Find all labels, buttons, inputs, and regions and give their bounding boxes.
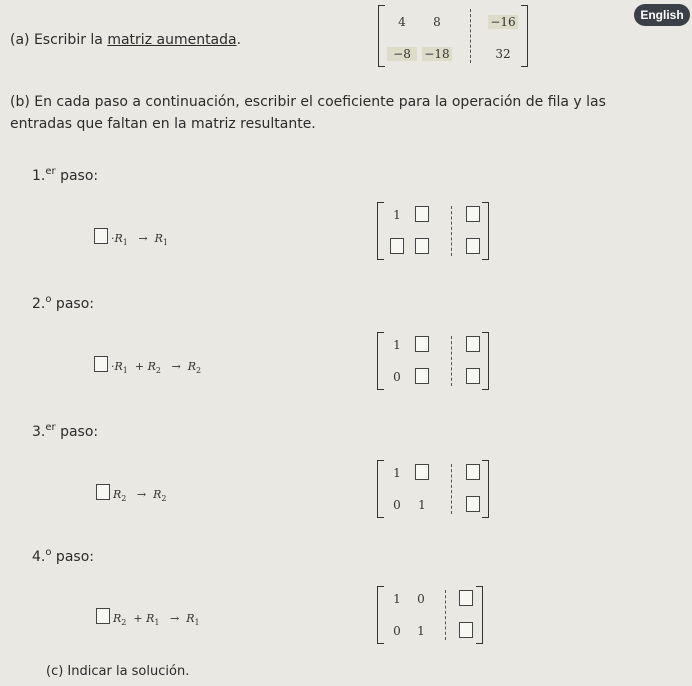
augment-divider (470, 9, 471, 63)
step-2-label: 2.$^o$ paso: (32, 294, 94, 312)
matrix-input-r1c3[interactable] (466, 464, 480, 480)
right-bracket (521, 5, 528, 67)
matrix-input-r1c2[interactable] (415, 464, 429, 480)
matrix-input-r1c3[interactable] (459, 590, 473, 606)
augmented-matrix (378, 5, 528, 67)
matrix-cell-r2c2[interactable]: −18 (422, 47, 452, 61)
step-4-label: 4.$^o$ paso: (32, 547, 94, 565)
matrix-cell-r1c2: 0 (417, 592, 425, 606)
matrix-cell-r2c2: 1 (417, 624, 425, 638)
matrix-cell-r2c2: 1 (418, 498, 426, 512)
matrix-input-r2c3[interactable] (459, 622, 473, 638)
matrix-cell-r1c1: 1 (393, 208, 401, 222)
augment-divider (445, 590, 446, 640)
matrix-cell-r2c1: 0 (393, 370, 401, 384)
coefficient-input[interactable] (94, 228, 108, 244)
part-c-label: (c) Indicar la solución. (46, 664, 190, 679)
matrix-cell-r2c1[interactable]: −8 (387, 47, 417, 61)
matrix-cell-r2c1: 0 (393, 624, 401, 638)
matrix-cell-r2c1: 0 (393, 498, 401, 512)
matrix-cell-r2c3[interactable]: 32 (495, 47, 511, 61)
arrow-icon: → (170, 612, 180, 625)
matrix-cell-r1c3[interactable]: −16 (488, 15, 518, 29)
arrow-icon: → (171, 360, 181, 373)
step-2-matrix (377, 332, 489, 390)
step-ordinal: er (45, 166, 56, 177)
matrix-cell-r1c1: 1 (393, 338, 401, 352)
arrow-icon: → (138, 232, 148, 245)
matrix-input-r2c2[interactable] (415, 368, 429, 384)
matrix-cell-r1c1: 4 (398, 15, 406, 29)
coefficient-input[interactable] (96, 484, 110, 500)
step-4-matrix (377, 586, 483, 644)
matrix-cell-r1c2: 8 (433, 15, 441, 29)
augment-divider (451, 206, 452, 256)
coefficient-input[interactable] (96, 608, 110, 624)
matrix-cell-r1c1: 1 (393, 592, 401, 606)
step-label: paso: (55, 168, 99, 184)
step-3-label: 3.$^{er}$ paso: (32, 422, 99, 440)
matrix-input-r1c3[interactable] (466, 336, 480, 352)
augment-divider (451, 464, 452, 514)
step-1-operation: $\cdot R_1$ → $R_1$ (94, 228, 168, 247)
matrix-input-r1c2[interactable] (415, 206, 429, 222)
augment-divider (451, 336, 452, 386)
coefficient-input[interactable] (94, 356, 108, 372)
language-toggle-button[interactable]: English (634, 4, 690, 26)
step-1-matrix (377, 202, 489, 260)
step-2-operation: $\cdot R_1 + R_2$ → $R_2$ (94, 356, 201, 375)
part-a-period: . (236, 32, 242, 48)
arrow-icon: → (136, 488, 147, 501)
matrix-input-r2c3[interactable] (466, 238, 480, 254)
matrix-cell-r1c1: 1 (393, 466, 401, 480)
part-b-line1: (b) En cada paso a continuación, escribir el coeficiente para la operación de fila y las (10, 94, 606, 110)
matrix-input-r1c3[interactable] (466, 206, 480, 222)
augmented-matrix-link[interactable]: matriz aumentada (107, 32, 237, 48)
matrix-input-r1c2[interactable] (415, 336, 429, 352)
part-a-text: (a) Escribir la (10, 32, 108, 48)
part-b-line2: entradas que faltan en la matriz resultante. (10, 116, 316, 132)
left-bracket (378, 5, 385, 67)
step-1-label (32, 166, 98, 184)
matrix-input-r2c3[interactable] (466, 368, 480, 384)
matrix-input-r2c2[interactable] (415, 238, 429, 254)
step-3-operation: $R_2$ → $R_2$ (96, 484, 167, 503)
matrix-input-r2c3[interactable] (466, 496, 480, 512)
step-number: 1. (32, 168, 46, 184)
matrix-input-r2c1[interactable] (390, 238, 404, 254)
step-4-operation: $R_2 + R_1$ → $R_1$ (96, 608, 200, 627)
step-3-matrix (377, 460, 489, 518)
part-a-label (10, 32, 241, 48)
